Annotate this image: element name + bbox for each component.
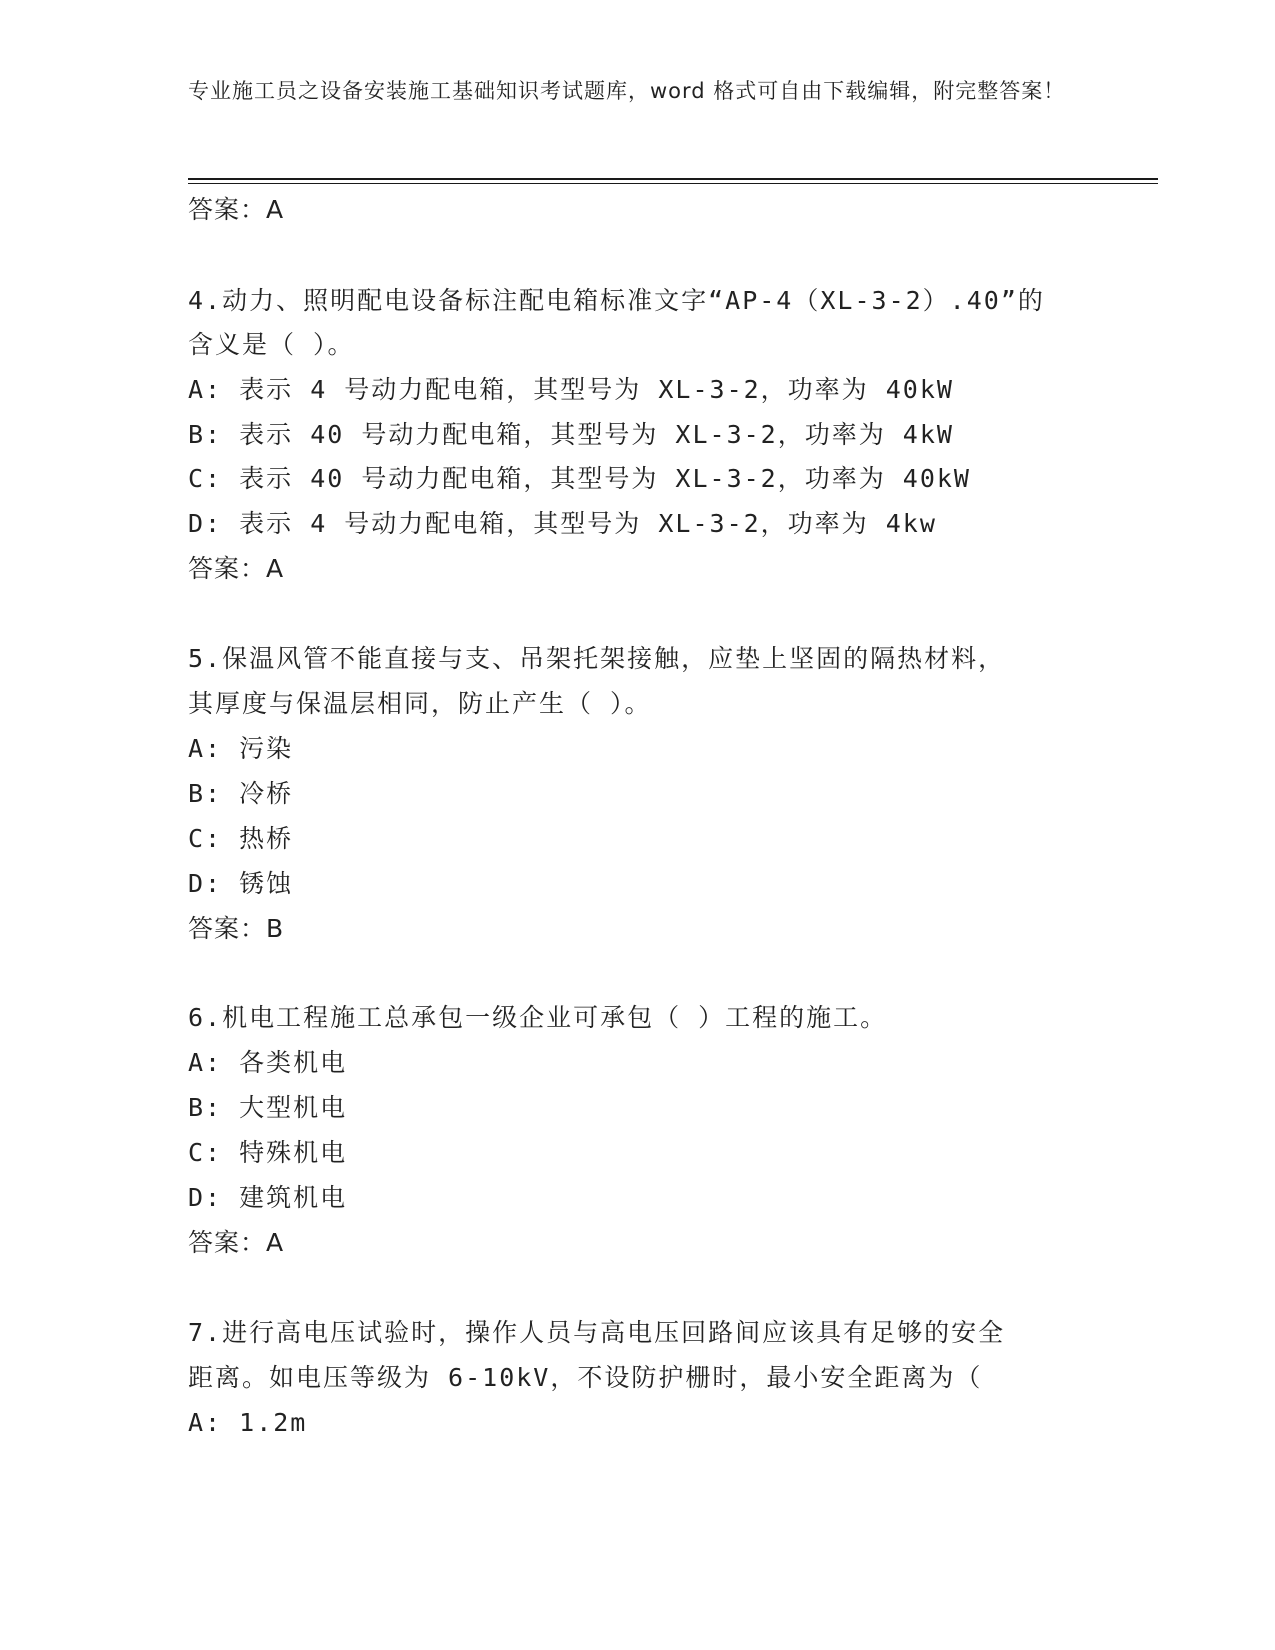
q6-option-b: B: 大型机电	[188, 1093, 348, 1122]
q5-stem-line-1: 5.保温风管不能直接与支、吊架托架接触，应垫上坚固的隔热材料，	[188, 644, 1006, 673]
q6-stem-line-1: 6.机电工程施工总承包一级企业可承包（ ）工程的施工。	[188, 1003, 888, 1032]
q6-option-c: C: 特殊机电	[188, 1138, 348, 1167]
q6-option-d: D: 建筑机电	[188, 1183, 348, 1212]
q6-option-a: A: 各类机电	[188, 1048, 348, 1077]
answer-prev: 答案：A	[188, 195, 285, 224]
q4-option-b: B: 表示 40 号动力配电箱，其型号为 XL-3-2，功率为 4kW	[188, 420, 954, 449]
q7-stem-line-1: 7.进行高电压试验时，操作人员与高电压回路间应该具有足够的安全	[188, 1318, 1006, 1347]
q5-answer: 答案：B	[188, 914, 285, 943]
q5-option-d: D: 锈蚀	[188, 869, 294, 898]
q5-option-c: C: 热桥	[188, 824, 294, 853]
q4-answer: 答案：A	[188, 554, 285, 583]
q7-stem-line-2: 距离。如电压等级为 6-10kV，不设防护栅时，最小安全距离为（	[188, 1363, 983, 1392]
q4-option-d: D: 表示 4 号动力配电箱，其型号为 XL-3-2，功率为 4kw	[188, 509, 937, 538]
header-divider-thin	[188, 183, 1158, 184]
q5-option-a: A: 污染	[188, 734, 294, 763]
q5-stem-line-2: 其厚度与保温层相同，防止产生（ ）。	[188, 689, 652, 718]
q4-stem-line-2: 含义是（ ）。	[188, 330, 355, 359]
q6-answer: 答案：A	[188, 1228, 285, 1257]
q4-stem-line-1: 4.动力、照明配电设备标注配电箱标准文字“AP-4（XL-3-2）.40”的	[188, 286, 1045, 315]
q4-option-c: C: 表示 40 号动力配电箱，其型号为 XL-3-2，功率为 40kW	[188, 464, 971, 493]
q4-option-a: A: 表示 4 号动力配电箱，其型号为 XL-3-2，功率为 40kW	[188, 375, 954, 404]
header-divider-thick	[188, 178, 1158, 180]
q7-option-a: A: 1.2m	[188, 1408, 308, 1437]
q5-option-b: B: 冷桥	[188, 779, 294, 808]
document-header: 专业施工员之设备安装施工基础知识考试题库，word 格式可自由下载编辑，附完整答案！	[188, 79, 1066, 103]
